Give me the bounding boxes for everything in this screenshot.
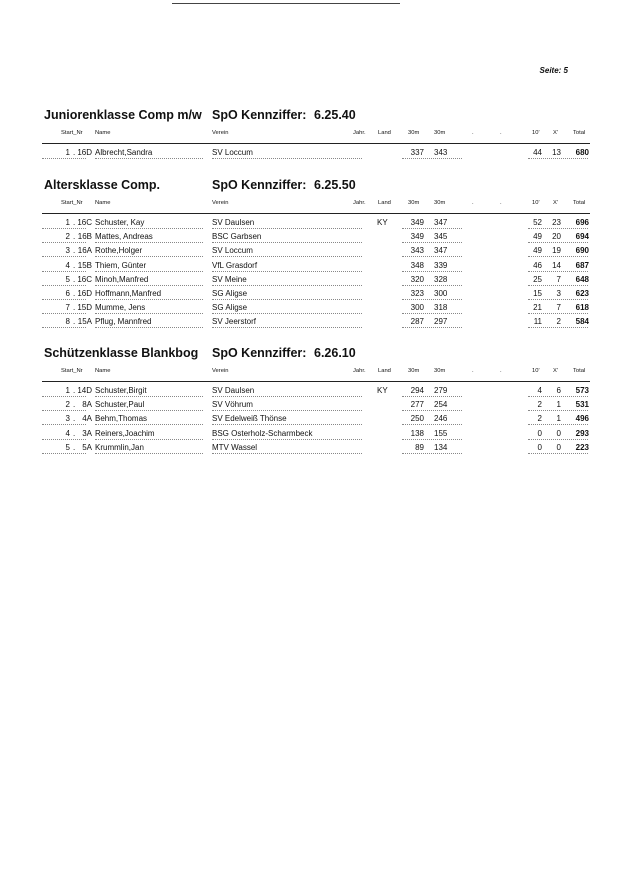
row-underline [42,439,86,440]
name-cell: Schuster, Kay [95,218,145,227]
rank-separator: . [73,414,76,424]
land-cell: KY [377,218,388,227]
row-underline [42,242,86,243]
verein-cell: SV Meine [212,274,247,284]
col-jahr: Jahr. [353,200,366,206]
verein-cell: SV Loccum [212,246,253,256]
score-30m-b-cell: 343 [434,148,448,157]
col-ten: 10' [532,200,540,206]
score-30m-b-cell: 328 [434,274,448,284]
rank-cell: 2 [65,400,70,410]
row-underline [95,271,203,272]
start-nr-cell: 16D [77,148,92,157]
spo-label: SpO Kennziffer: [212,346,307,360]
row-underline [212,271,362,272]
score-30m-b-cell: 347 [434,246,448,256]
name-cell: Rothe,Holger [95,246,143,256]
total-cell: 584 [575,317,589,327]
x-cell: 3 [556,289,561,298]
row-underline [95,158,203,159]
row-underline [95,424,203,425]
tens-cell: 11 [533,317,542,327]
header-rule [42,213,590,214]
page-number: Seite: 5 [539,66,568,75]
tens-cell: 2 [537,400,542,410]
rank-separator: . [73,246,76,256]
row-underline [402,285,462,286]
col-blank-a: . [472,200,474,206]
row-underline [528,396,588,397]
start-nr-cell: 15B [77,260,92,270]
row-underline [528,410,588,411]
x-cell: 2 [556,317,561,327]
row-underline [402,158,462,159]
x-cell: 13 [552,148,561,157]
col-verein: Verein [212,200,229,206]
start-nr-cell: 4A [82,414,92,424]
score-30m-a-cell: 348 [410,260,424,270]
rank-separator: . [73,289,76,298]
total-cell: 623 [575,289,589,298]
row-underline [212,410,362,411]
score-30m-a-cell: 294 [410,386,424,395]
rank-cell: 3 [65,246,70,256]
col-total: Total [573,368,586,374]
start-nr-cell: 15D [77,303,92,313]
row-underline [95,453,203,454]
rank-separator: . [73,442,76,452]
spo-value: 6.25.40 [314,108,356,122]
score-30m-a-cell: 287 [410,317,424,327]
table-header [0,368,638,380]
verein-cell: SG Aligse [212,289,248,298]
rank-cell: 4 [65,260,70,270]
name-cell: Krummlin,Jan [95,442,144,452]
spo-label: SpO Kennziffer: [212,108,307,122]
table-row [0,259,638,273]
row-underline [402,228,462,229]
row-underline [528,228,588,229]
col-x: X' [553,200,558,206]
row-underline [402,453,462,454]
start-nr-cell: 16C [77,274,92,284]
tens-cell: 25 [533,274,542,284]
row-underline [528,285,588,286]
total-cell: 690 [575,246,589,256]
verein-cell: SG Aligse [212,303,248,313]
name-cell: Hoffmann,Manfred [95,289,162,298]
tens-cell: 46 [533,260,542,270]
rank-separator: . [73,218,76,227]
name-cell: Albrecht,Sandra [95,148,153,157]
x-cell: 23 [552,218,561,227]
col-30m-a: 30m [408,368,420,374]
x-cell: 0 [556,442,561,452]
row-underline [402,256,462,257]
tens-cell: 52 [533,218,542,227]
start-nr-cell: 14D [77,386,92,395]
tens-cell: 15 [533,289,542,298]
verein-cell: SV Edelweiß Thönse [212,414,287,424]
col-blank-b: . [500,368,502,374]
score-30m-b-cell: 318 [434,303,448,313]
score-30m-a-cell: 138 [410,428,424,438]
col-30m-a: 30m [408,200,420,206]
table-row [0,230,638,244]
col-verein: Verein [212,368,229,374]
rank-cell: 5 [65,274,70,284]
section-title: Juniorenklasse Comp m/w [44,108,202,122]
rank-cell: 2 [65,232,70,242]
start-nr-cell: 3A [82,428,92,438]
score-30m-b-cell: 347 [434,218,448,227]
total-cell: 696 [575,218,589,227]
name-cell: Mumme, Jens [95,303,146,313]
row-underline [402,424,462,425]
section-title: Altersklasse Comp. [44,178,161,192]
row-underline [212,228,362,229]
table-header [0,130,638,142]
table-row [0,273,638,287]
col-land: Land [378,200,391,206]
rank-cell: 6 [65,289,70,298]
col-verein: Verein [212,130,229,136]
row-underline [42,327,86,328]
rank-separator: . [73,317,76,327]
col-ten: 10' [532,130,540,136]
score-30m-a-cell: 89 [415,442,424,452]
table-row [0,216,638,230]
total-cell: 618 [575,303,589,313]
row-underline [528,271,588,272]
row-underline [528,453,588,454]
score-30m-b-cell: 339 [434,260,448,270]
row-underline [402,242,462,243]
rank-cell: 7 [65,303,70,313]
name-cell: Reiners,Joachim [95,428,155,438]
col-jahr: Jahr. [353,368,366,374]
row-underline [212,256,362,257]
land-cell: KY [377,386,388,395]
name-cell: Minoh,Manfred [95,274,149,284]
row-underline [402,299,462,300]
x-cell: 20 [552,232,561,242]
row-underline [528,313,588,314]
tens-cell: 0 [537,428,542,438]
rank-separator: . [73,148,76,157]
verein-cell: VfL Grasdorf [212,260,258,270]
score-30m-b-cell: 134 [434,442,448,452]
col-30m-b: 30m [434,368,446,374]
rank-separator: . [73,428,76,438]
score-30m-a-cell: 320 [410,274,424,284]
rank-separator: . [73,400,76,410]
rank-separator: . [73,303,76,313]
row-underline [528,327,588,328]
start-nr-cell: 5A [82,442,92,452]
tens-cell: 4 [537,386,542,395]
rank-cell: 3 [65,414,70,424]
col-x: X' [553,368,558,374]
col-name: Name [95,130,111,136]
row-underline [42,285,86,286]
row-underline [42,299,86,300]
x-cell: 7 [556,303,561,313]
row-underline [402,271,462,272]
row-underline [42,424,86,425]
row-underline [42,313,86,314]
top-rule [172,3,400,4]
score-30m-b-cell: 155 [434,428,448,438]
row-underline [212,242,362,243]
score-30m-b-cell: 345 [434,232,448,242]
table-row [0,301,638,315]
row-underline [95,285,203,286]
row-underline [212,424,362,425]
rank-cell: 5 [65,442,70,452]
col-start-nr: Start_Nr [61,200,83,206]
table-row [0,398,638,412]
row-underline [528,439,588,440]
score-30m-a-cell: 250 [410,414,424,424]
table-row [0,427,638,441]
tens-cell: 0 [537,442,542,452]
row-underline [402,313,462,314]
table-row [0,384,638,398]
score-30m-a-cell: 323 [410,289,424,298]
row-underline [95,299,203,300]
rank-cell: 1 [65,218,70,227]
verein-cell: SV Daulsen [212,386,255,395]
total-cell: 531 [575,400,589,410]
name-cell: Schuster,Birgit [95,386,147,395]
row-underline [95,410,203,411]
header-rule [42,143,590,144]
col-blank-b: . [500,200,502,206]
rank-cell: 4 [65,428,70,438]
table-row [0,315,638,329]
row-underline [528,256,588,257]
row-underline [402,396,462,397]
row-underline [95,327,203,328]
rank-separator: . [73,274,76,284]
spo-value: 6.26.10 [314,346,356,360]
row-underline [212,439,362,440]
table-row [0,441,638,455]
rank-separator: . [73,260,76,270]
rank-cell: 1 [65,386,70,395]
row-underline [212,453,362,454]
name-cell: Thiem, Günter [95,260,147,270]
row-underline [95,242,203,243]
row-underline [42,396,86,397]
verein-cell: SV Daulsen [212,218,255,227]
row-underline [42,271,86,272]
row-underline [402,439,462,440]
row-underline [212,299,362,300]
x-cell: 6 [556,386,561,395]
verein-cell: SV Jeerstorf [212,317,257,327]
row-underline [42,228,86,229]
score-30m-b-cell: 300 [434,289,448,298]
row-underline [528,299,588,300]
rank-separator: . [73,386,76,395]
total-cell: 496 [575,414,589,424]
x-cell: 7 [556,274,561,284]
score-30m-a-cell: 349 [410,232,424,242]
tens-cell: 49 [533,246,542,256]
header-rule [42,381,590,382]
score-30m-a-cell: 349 [410,218,424,227]
spo-value: 6.25.50 [314,178,356,192]
row-underline [212,396,362,397]
row-underline [212,285,362,286]
score-30m-b-cell: 279 [434,386,448,395]
col-30m-b: 30m [434,130,446,136]
verein-cell: SV Loccum [212,148,253,157]
col-blank-a: . [472,130,474,136]
section-title: Schützenklasse Blankbog [44,346,199,360]
total-cell: 293 [575,428,589,438]
score-30m-a-cell: 300 [410,303,424,313]
rank-cell: 8 [65,317,70,327]
spo-label: SpO Kennziffer: [212,178,307,192]
score-30m-b-cell: 297 [434,317,448,327]
verein-cell: MTV Wassel [212,442,258,452]
x-cell: 0 [556,428,561,438]
score-30m-b-cell: 254 [434,400,448,410]
col-name: Name [95,368,111,374]
col-land: Land [378,368,391,374]
table-row [0,412,638,426]
col-total: Total [573,130,586,136]
row-underline [402,410,462,411]
verein-cell: SV Vöhrum [212,400,253,410]
table-row [0,146,638,160]
row-underline [212,327,362,328]
x-cell: 14 [552,260,561,270]
row-underline [402,327,462,328]
score-30m-b-cell: 246 [434,414,448,424]
start-nr-cell: 16B [77,232,92,242]
total-cell: 573 [575,386,589,395]
rank-cell: 1 [65,148,70,157]
name-cell: Pflug, Mannfred [95,317,152,327]
col-ten: 10' [532,368,540,374]
verein-cell: BSC Garbsen [212,232,262,242]
row-underline [528,424,588,425]
table-row [0,287,638,301]
row-underline [528,242,588,243]
row-underline [212,313,362,314]
start-nr-cell: 16C [77,218,92,227]
tens-cell: 21 [533,303,542,313]
col-land: Land [378,130,391,136]
col-jahr: Jahr. [353,130,366,136]
col-x: X' [553,130,558,136]
start-nr-cell: 16D [77,289,92,298]
row-underline [42,410,86,411]
score-30m-a-cell: 343 [410,246,424,256]
row-underline [95,313,203,314]
name-cell: Behm,Thomas [95,414,148,424]
row-underline [95,396,203,397]
total-cell: 680 [575,148,589,157]
col-total: Total [573,200,586,206]
row-underline [212,158,362,159]
name-cell: Schuster,Paul [95,400,145,410]
row-underline [42,256,86,257]
row-underline [95,228,203,229]
x-cell: 1 [556,400,561,410]
col-start-nr: Start_Nr [61,130,83,136]
row-underline [42,158,86,159]
x-cell: 19 [552,246,561,256]
col-30m-b: 30m [434,200,446,206]
rank-separator: . [73,232,76,242]
col-30m-a: 30m [408,130,420,136]
row-underline [528,158,588,159]
total-cell: 694 [575,232,589,242]
start-nr-cell: 15A [77,317,92,327]
tens-cell: 2 [537,414,542,424]
table-header [0,200,638,212]
table-row [0,244,638,258]
col-name: Name [95,200,111,206]
col-blank-b: . [500,130,502,136]
col-blank-a: . [472,368,474,374]
score-30m-a-cell: 337 [410,148,424,157]
col-start-nr: Start_Nr [61,368,83,374]
score-30m-a-cell: 277 [410,400,424,410]
row-underline [95,256,203,257]
tens-cell: 44 [533,148,542,157]
start-nr-cell: 16A [77,246,92,256]
total-cell: 223 [575,442,589,452]
verein-cell: BSG Osterholz-Scharmbeck [212,428,313,438]
start-nr-cell: 8A [82,400,92,410]
x-cell: 1 [556,414,561,424]
total-cell: 648 [575,274,589,284]
row-underline [42,453,86,454]
row-underline [95,439,203,440]
tens-cell: 49 [533,232,542,242]
total-cell: 687 [575,260,589,270]
name-cell: Mattes, Andreas [95,232,153,242]
